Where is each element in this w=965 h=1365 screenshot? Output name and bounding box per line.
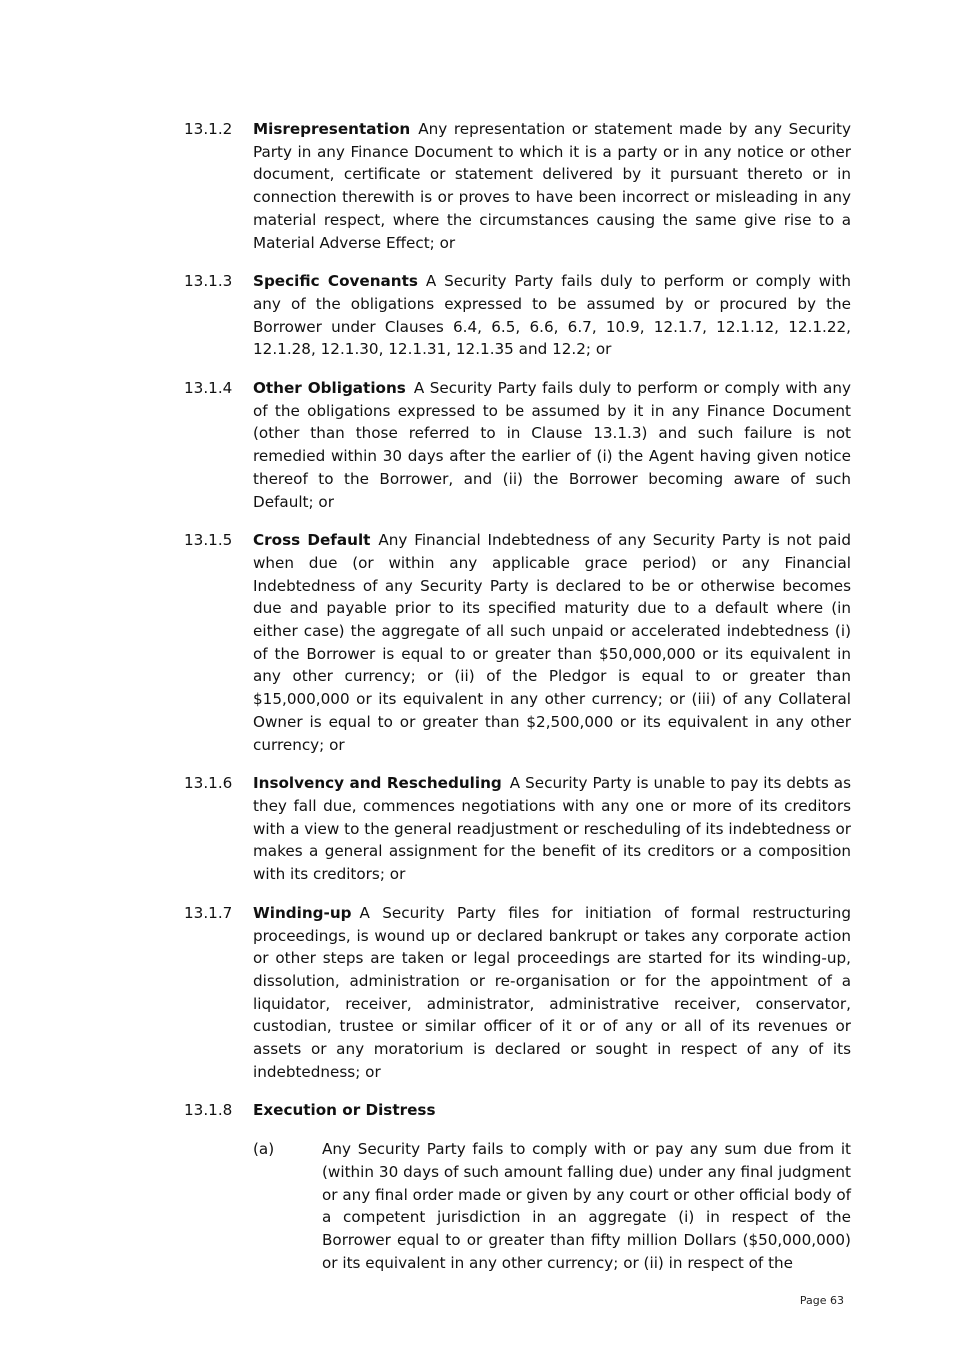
clause-number: 13.1.5	[184, 531, 233, 550]
clause-number: 13.1.2	[184, 120, 233, 138]
clause-13-1-5	[184, 529, 851, 756]
clause-body	[253, 529, 851, 756]
clause-heading: Execution or Distress	[253, 1101, 436, 1120]
clause-body	[253, 270, 851, 361]
clause-text: A Security Party is unable to pay its debts as they fall due, commences negotiations with any one or more of its creditors with a view to the general readjustment or rescheduling of its indebtedness or makes a general assignment for the benefit of its creditors or a composition with its creditors; or	[253, 774, 851, 884]
clause-text: A Security Party files for initiation of formal restructuring proceedings, is wound up or declared bankrupt or takes any corporate action or other steps are taken or legal proceedings are started for its winding-up, dissolution, administration or re-organisation or for the appointment of a liquidator, receiver, administrator, administrative receiver, conservator, custodian, trustee or similar officer of it or of any or all of its revenues or assets or any moratorium is declared or sought in respect of any of its indebtedness; or	[253, 903, 851, 1081]
clause-heading: Misrepresentation	[253, 120, 411, 138]
clause-text: Any Financial Indebtedness of any Security Party is not paid when due (or within any applicable grace period) or any Financial Indebtedness of any Security Party is declared to be or otherwise becomes due and payable prior to its specified maturity due to a default where (in either case) the aggregate of all such unpaid or accelerated indebtedness (i) of the Borrower is equal to or greater than $50,000,000 or its equivalent in any other currency; or (ii) of the Pledgor is equal to or greater than $15,000,000 or its equivalent in any other currency; or (iii) of any Collateral Owner is equal to or greater than $2,500,000 or its equivalent in any other currency; or	[253, 531, 851, 754]
clause-heading: Winding-up	[253, 903, 352, 922]
clause-body	[253, 772, 851, 886]
clause-13-1-4	[184, 377, 851, 513]
clause-number: 13.1.4	[184, 379, 233, 398]
clause-13-1-2	[184, 118, 851, 254]
clause-body	[253, 1099, 851, 1122]
subclause-a	[253, 1138, 851, 1274]
clause-list	[184, 118, 851, 1290]
clause-body	[253, 902, 851, 1084]
clause-heading: Other Obligations	[253, 379, 406, 398]
clause-13-1-3	[184, 270, 851, 361]
subclause-number: (a)	[253, 1140, 275, 1159]
subclause-text: Any Security Party fails to comply with or pay any sum due from it (within 30 days of such amount falling due) under any final judgment or any final order made or given by any court or other official body of a competent jurisdiction in an aggregate (i) in respect of the Borrower equal to or greater than fifty million Dollars ($50,000,000) or its equivalent in any other currency; or (ii) in respect of the	[322, 1140, 851, 1272]
clause-body	[253, 118, 851, 254]
clause-heading: Specific Covenants	[253, 272, 418, 291]
clause-number: 13.1.6	[184, 774, 233, 793]
clause-heading: Insolvency and Rescheduling	[253, 774, 502, 793]
clause-number: 13.1.8	[184, 1101, 233, 1120]
clause-number: 13.1.7	[184, 903, 233, 922]
clause-body	[253, 377, 851, 513]
page-number: Page 63	[799, 1294, 844, 1307]
clause-13-1-6	[184, 772, 851, 886]
clause-number: 13.1.3	[184, 272, 233, 291]
clause-text: A Security Party fails duly to perform or comply with any of the obligations expressed to be assumed by it in any Finance Document (other than those referred to in Clause 13.1.3) and such failure is not remedied within 30 days after the earlier of (i) the Agent having given notice thereof to the Borrower, and (ii) the Borrower becoming aware of such Default; or	[253, 379, 851, 511]
clause-13-1-8	[184, 1099, 851, 1122]
clause-text: Any representation or statement made by any Security Party in any Finance Document to which it is a party or in any notice or other document, certificate or statement delivered by it pursuant thereto or in connection therewith is or proves to have been incorrect or misleading in any material respect, where the circumstances causing the same give rise to a Material Adverse Effect; or	[253, 120, 851, 252]
clause-13-1-7	[184, 902, 851, 1084]
clause-text: A Security Party fails duly to perform or comply with any of the obligations expressed to be assumed by or procured by the Borrower under Clauses 6.4, 6.5, 6.6, 6.7, 10.9, 12.1.7, 12.1.12, 12.1.22, 12.1.28, 12.1.30, 12.1.31, 12.1.35 and 12.2; or	[253, 272, 851, 359]
clause-heading: Cross Default	[253, 531, 371, 550]
